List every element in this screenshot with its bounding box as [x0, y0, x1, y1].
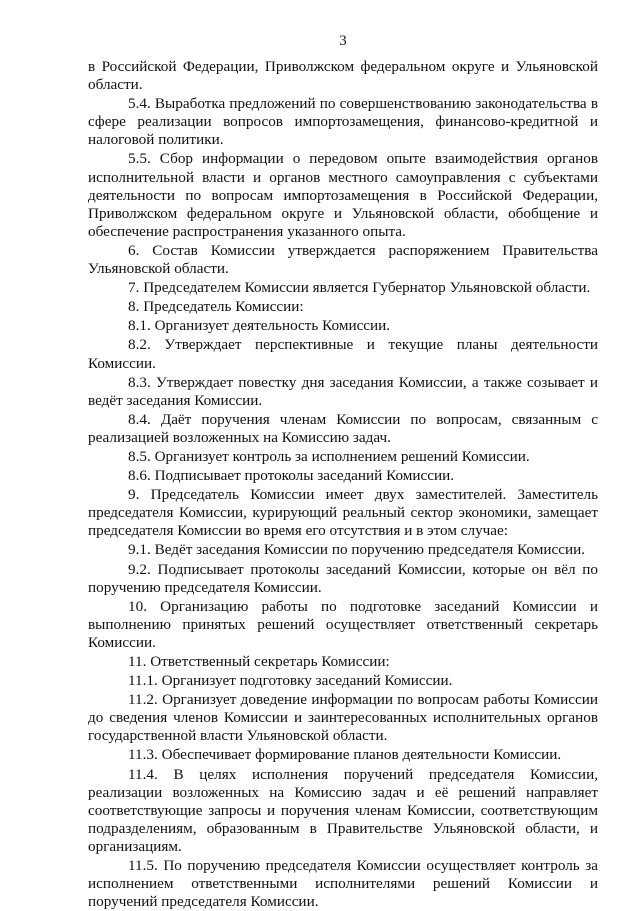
paragraph-continuation: в Российской Федерации, Приволжском федеральном округе и Ульяновской области. [88, 58, 598, 94]
paragraph-11-2: 11.2. Организует доведение информации по вопросам работы Комиссии до сведения членов Комиссии и заинтересованных исполнительных органов государственной власти Ульяновской области. [88, 691, 598, 745]
paragraph-9-2: 9.2. Подписывает протоколы заседаний Комиссии, которые он вёл по поручению председателя Комиссии. [88, 560, 598, 596]
paragraph-9: 9. Председатель Комиссии имеет двух заместителей. Заместитель председателя Комиссии, курирующий реальный сектор экономики, замещает председателя Комиссии во время его отсутствия и в этом случае: [88, 486, 598, 540]
paragraph-8-2: 8.2. Утверждает перспективные и текущие планы деятельности Комиссии. [88, 336, 598, 372]
paragraph-11-5: 11.5. По поручению председателя Комиссии осуществляет контроль за исполнением ответственными исполнителями решений Комиссии и поручений председателя Комиссии. [88, 857, 598, 911]
paragraph-11-3: 11.3. Обеспечивает формирование планов деятельности Комиссии. [128, 746, 562, 764]
paragraph-11-4: 11.4. В целях исполнения поручений председателя Комиссии, реализации возложенных на Комиссию задач и её решений направляет соответствующие запросы и поручения членам Комиссии, соответствующим подразделениям, образованным в Правительстве Ульяновской области, и организациям. [88, 765, 598, 855]
paragraph-8-1: 8.1. Организует деятельность Комиссии. [128, 317, 391, 335]
paragraph-8-3: 8.3. Утверждает повестку дня заседания Комиссии, а также созывает и ведёт заседания Комиссии. [88, 373, 598, 409]
paragraph-8-5: 8.5. Организует контроль за исполнением решений Комиссии. [128, 447, 530, 465]
paragraph-11: 11. Ответственный секретарь Комиссии: [128, 653, 390, 670]
page-number: 3 [339, 33, 347, 49]
paragraph-8: 8. Председатель Комиссии: [128, 298, 304, 316]
paragraph-9-1: 9.1. Ведёт заседания Комиссии по поручению председателя Комиссии. [128, 541, 586, 559]
paragraph-6: 6. Состав Комиссии утверждается распоряжением Правительства Ульяновской области. [88, 241, 598, 278]
paragraph-8-6: 8.6. Подписывает протоколы заседаний Комиссии. [128, 467, 455, 485]
paragraph-10: 10. Организацию работы по подготовке заседаний Комиссии и выполнению принятых решений осуществляет ответственный секретарь Комиссии. [88, 597, 598, 651]
paragraph-11-1: 11.1. Организует подготовку заседаний Комиссии. [128, 672, 453, 690]
paragraph-8-4: 8.4. Даёт поручения членам Комиссии по вопросам, связанным с реализацией возложенных на Комиссию задач. [88, 410, 598, 446]
paragraph-5-4: 5.4. Выработка предложений по совершенствованию законодательства в сфере реализации вопросов импортозамещения, финансово-кредитной и налоговой политики. [88, 95, 598, 149]
paragraph-5-5: 5.5. Сбор информации о передовом опыте взаимодействия органов исполнительной власти и органов местного самоуправления с субъектами деятельности по вопросам импортозамещения в Российской Федерации, Приволжском федеральном округе и Ульяновской области, обобщение и обеспечение распространения указанного опыта. [88, 150, 598, 240]
paragraph-7: 7. Председателем Комиссии является Губернатор Ульяновской области. [128, 279, 591, 297]
